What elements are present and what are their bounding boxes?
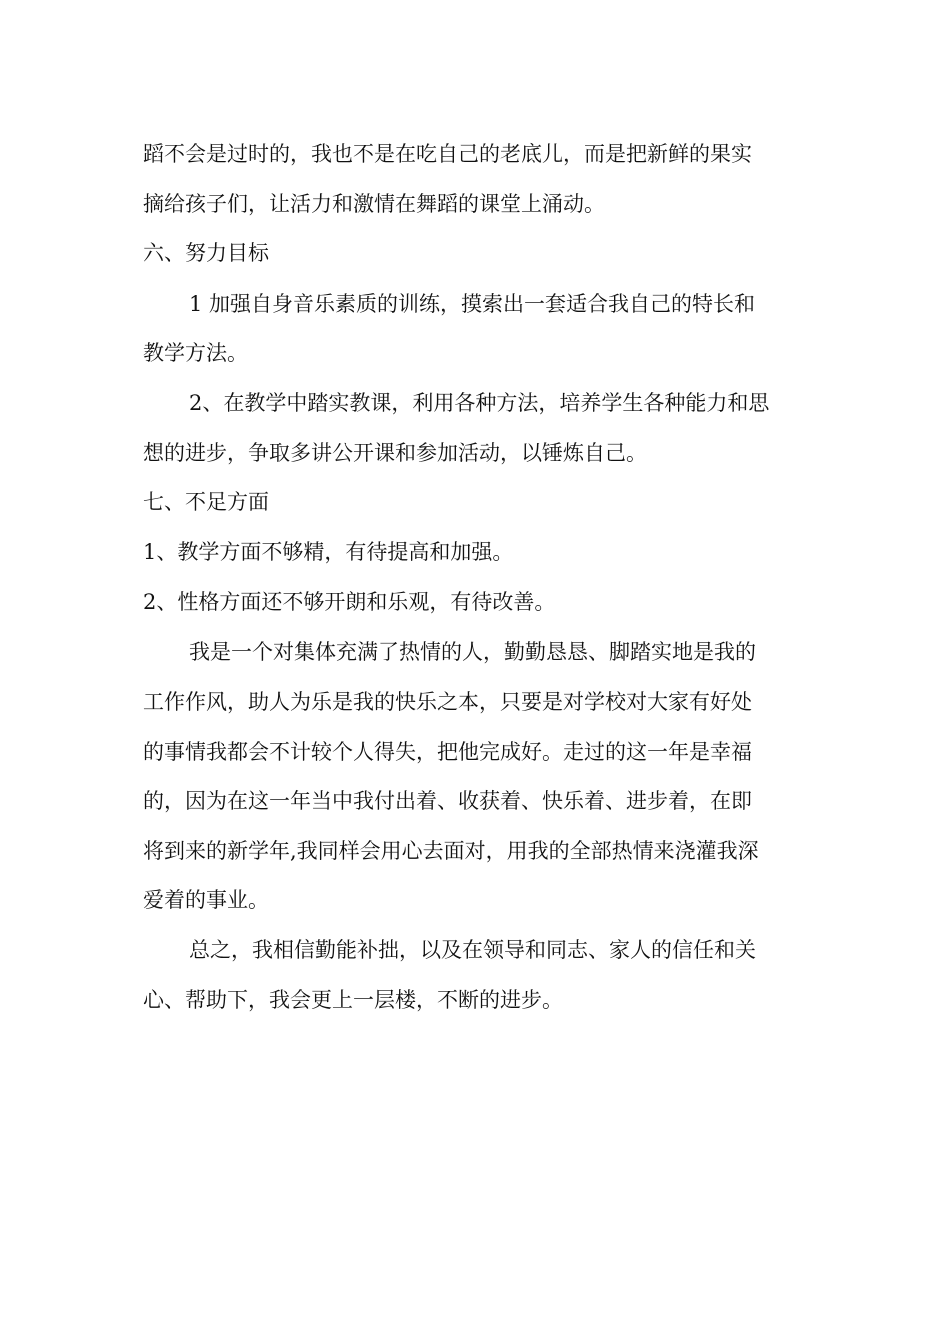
body-text-line: 教学方法。	[143, 341, 248, 365]
body-text-line: 工作作风，助人为乐是我的快乐之本，只要是对学校对大家有好处	[143, 690, 752, 714]
body-text-line: 我是一个对集体充满了热情的人，勤勤恳恳、脚踏实地是我的	[189, 640, 756, 664]
section-heading-goals: 六、努力目标	[143, 241, 269, 265]
section-heading-shortcomings: 七、不足方面	[143, 490, 269, 514]
list-item: 2、性格方面还不够开朗和乐观，有待改善。	[143, 590, 556, 614]
body-text-line: 心、帮助下，我会更上一层楼，不断的进步。	[143, 988, 563, 1012]
body-text-line: 的，因为在这一年当中我付出着、收获着、快乐着、进步着，在即	[143, 789, 752, 813]
body-text-line: 将到来的新学年,我同样会用心去面对，用我的全部热情来浇灌我深	[143, 839, 759, 863]
body-text-line: 2、在教学中踏实教课，利用各种方法，培养学生各种能力和思	[189, 391, 770, 415]
body-text-line: 摘给孩子们，让活力和激情在舞蹈的课堂上涌动。	[143, 192, 605, 216]
body-text-line: 想的进步，争取多讲公开课和参加活动，以锤炼自己。	[143, 441, 647, 465]
body-text-line: 爱着的事业。	[143, 888, 269, 912]
body-text-line: 的事情我都会不计较个人得失，把他完成好。走过的这一年是幸福	[143, 740, 752, 764]
body-text-line: 蹈不会是过时的，我也不是在吃自己的老底儿，而是把新鲜的果实	[143, 142, 752, 166]
body-text-line: 1 加强自身音乐素质的训练，摸索出一套适合我自己的特长和	[189, 292, 756, 316]
list-item: 1、教学方面不够精，有待提高和加强。	[143, 540, 514, 564]
body-text-line: 总之，我相信勤能补拙，以及在领导和同志、家人的信任和关	[189, 938, 756, 962]
